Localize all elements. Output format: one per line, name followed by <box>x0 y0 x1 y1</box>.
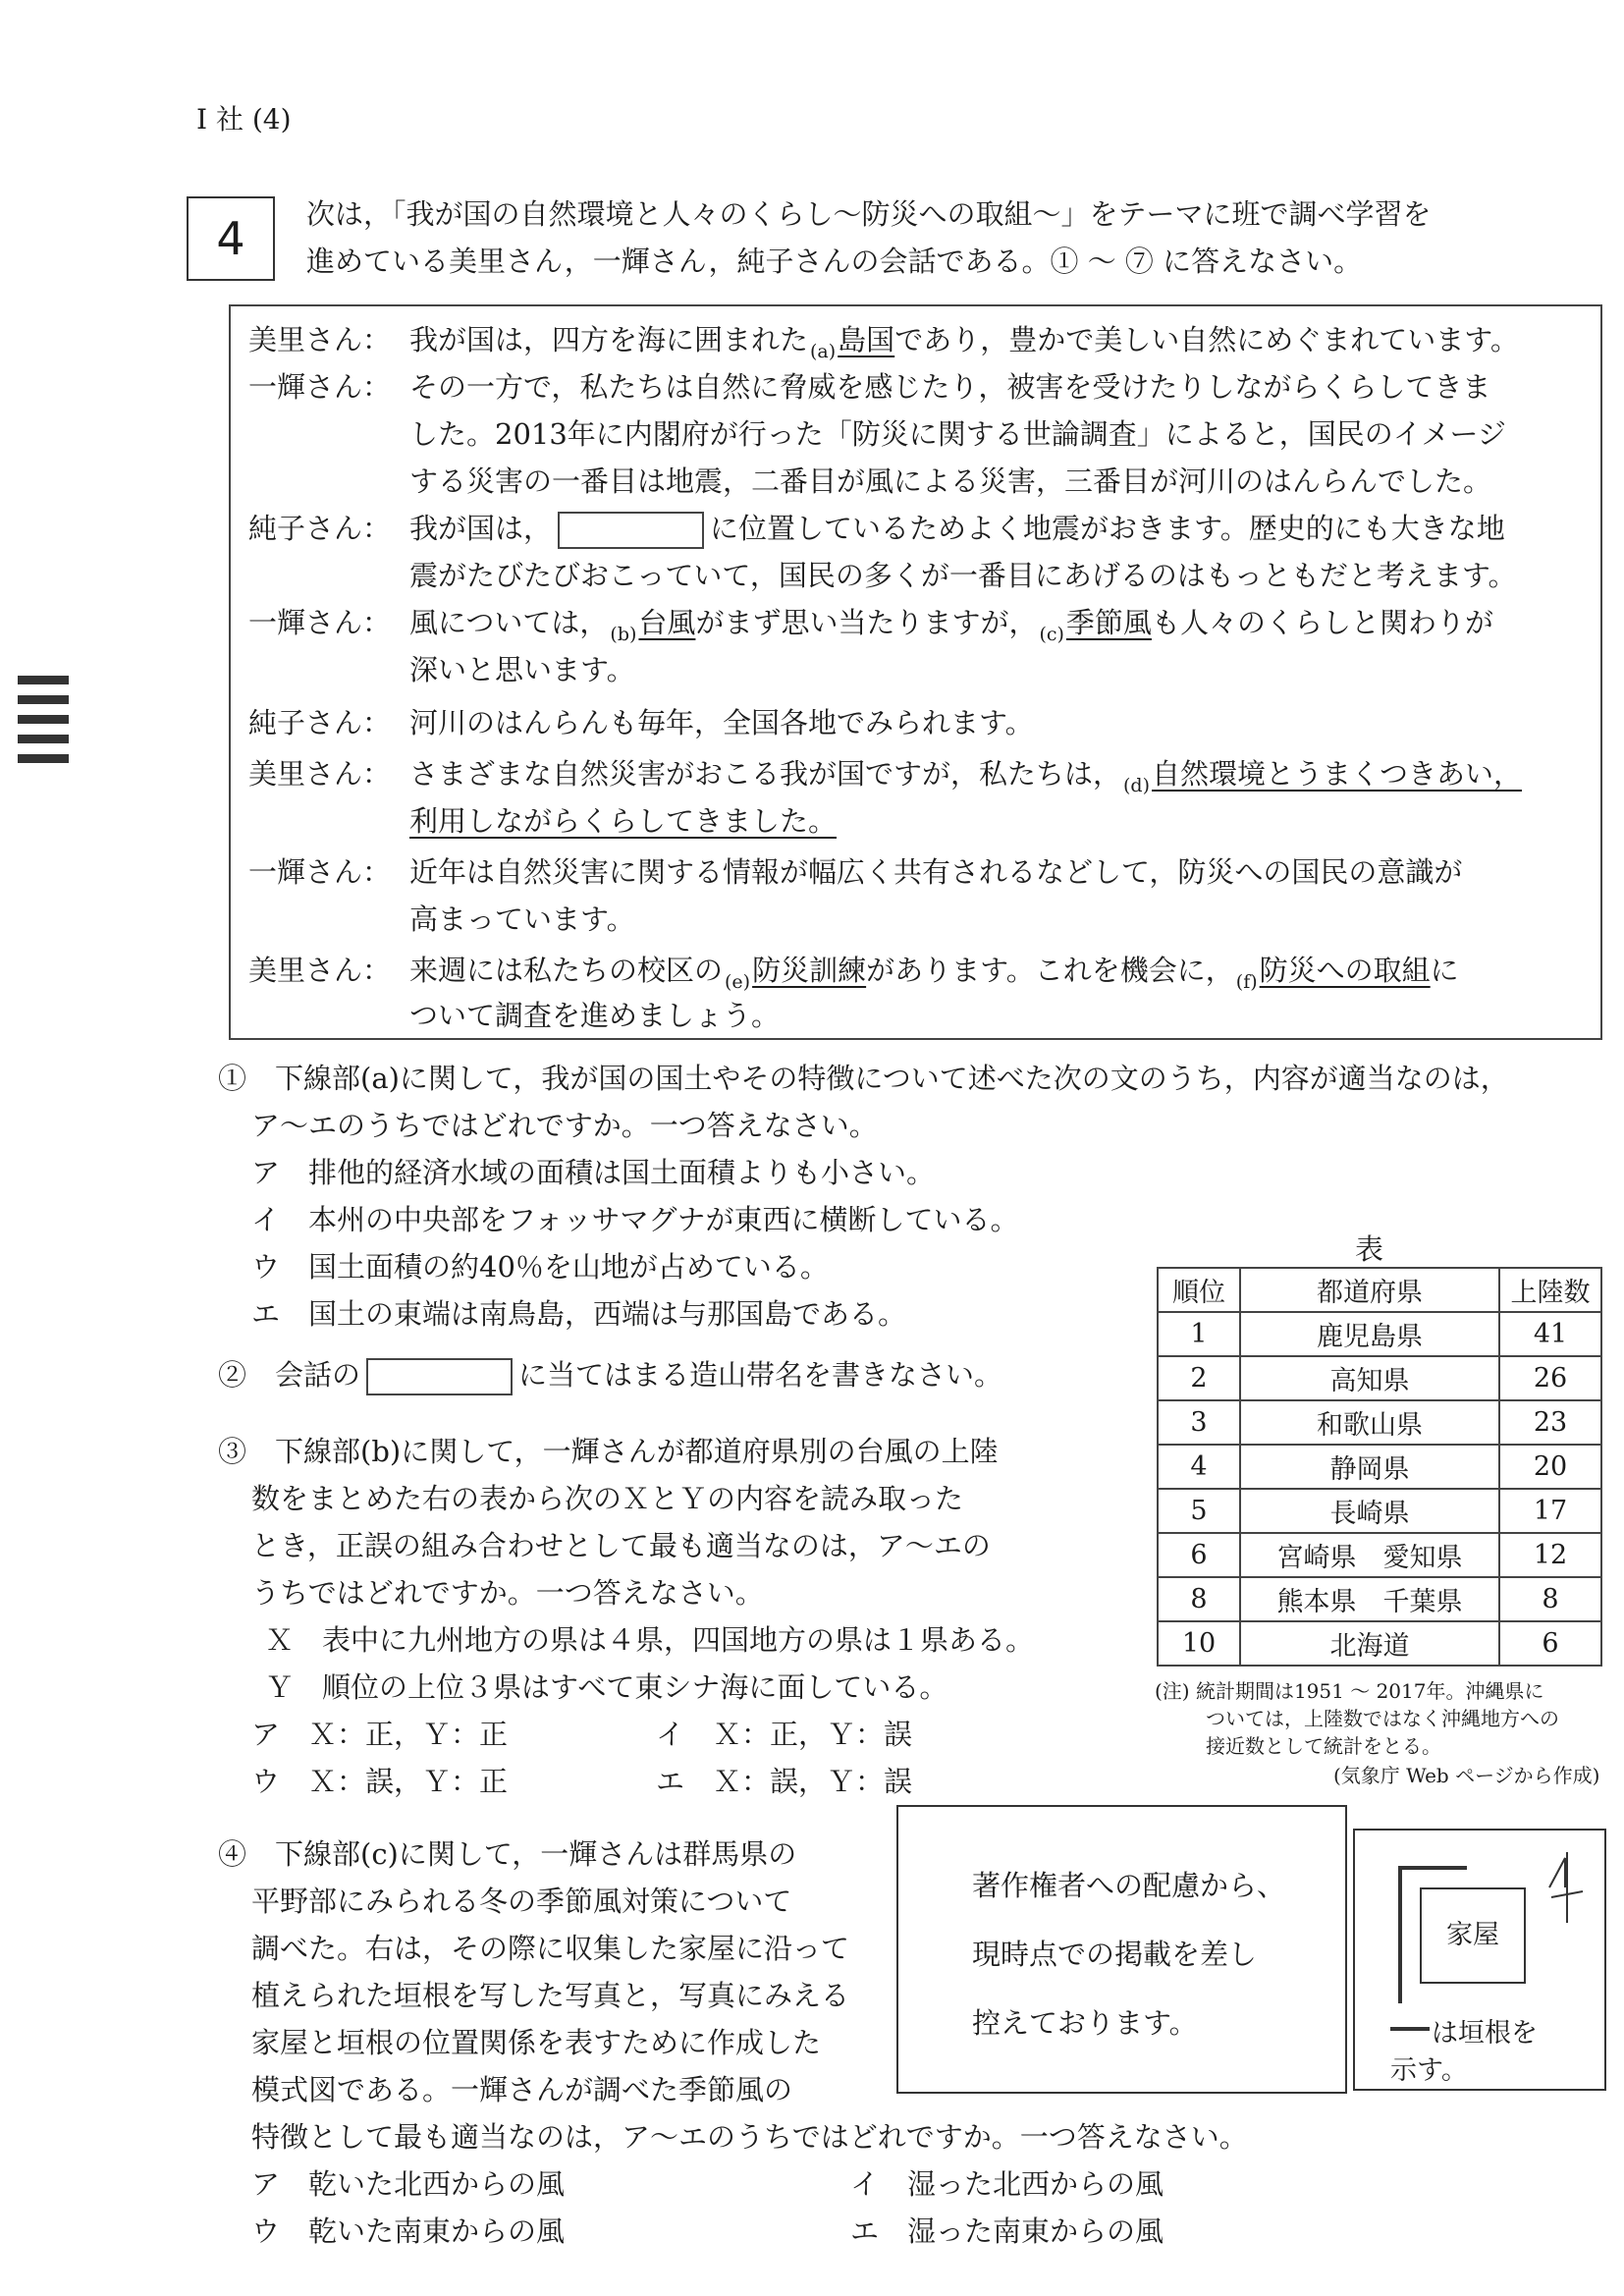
table-cell: 宮崎県 愛知県 <box>1240 1533 1499 1577</box>
dialog-line: 高まっています。 <box>409 902 635 936</box>
speaker: 美里さん： <box>248 757 392 791</box>
table-header: 都道府県 <box>1240 1268 1499 1312</box>
table-cell: 26 <box>1499 1356 1601 1400</box>
margin-marks <box>18 676 69 774</box>
table-note <box>1155 1677 1559 1760</box>
photo-notice-line: 現時点での掲載を差し <box>972 1938 1258 1971</box>
table-cell: 20 <box>1499 1445 1601 1489</box>
page-header: I 社 (4) <box>196 103 292 136</box>
q3-statement-y: Ｙ 順位の上位３県はすべて東シナ海に面している。 <box>265 1670 948 1704</box>
q4-option-a: ア 乾いた北西からの風 <box>251 2167 566 2201</box>
q4-stem-line-2: 平野部にみられる冬の季節風対策について <box>251 1885 792 1918</box>
table-cell: 8 <box>1158 1577 1240 1621</box>
table-note-line: 接近数として統計をとる。 <box>1206 1734 1441 1758</box>
table-cell: 5 <box>1158 1489 1240 1533</box>
speaker: 純子さん： <box>248 706 392 739</box>
dialog-line: ついて調査を進めましょう。 <box>409 999 781 1032</box>
q4-stem-line-6: 模式図である。一輝さんが調べた季節風の <box>251 2073 793 2106</box>
table-header-row <box>1158 1268 1601 1312</box>
q2-text: ② 会話の に当てはまる造山帯名を書きなさい。 <box>218 1351 1002 1398</box>
q3-stem-line-1: ③ 下線部(b)に関して，一輝さんが都道府県別の台風の上陸 <box>218 1435 999 1468</box>
hedge-west <box>1398 1866 1402 2003</box>
table-cell: 10 <box>1158 1621 1240 1666</box>
q4-option-e: エ 湿った南東からの風 <box>850 2214 1164 2248</box>
table-source: (気象庁 Web ページから作成) <box>1333 1764 1600 1787</box>
table-cell: 6 <box>1158 1533 1240 1577</box>
table-row <box>1158 1356 1601 1400</box>
house-box: 家屋 <box>1420 1887 1526 1984</box>
table-cell: 23 <box>1499 1400 1601 1445</box>
dialog-line: する災害の一番目は地震，二番目が風による災害，三番目が河川のはんらんでした。 <box>409 465 1492 498</box>
q1-option-i: イ 本州の中央部をフォッサマグナが東西に横断している。 <box>251 1203 1019 1236</box>
table-row <box>1158 1312 1601 1356</box>
table-cell: 6 <box>1499 1621 1601 1666</box>
q3-stem-line-3: とき，正誤の組み合わせとして最も適当なのは，ア〜エの <box>251 1529 991 1562</box>
table-row <box>1158 1533 1601 1577</box>
q4-stem-line-1: ④ 下線部(c)に関して，一輝さんは群馬県の <box>218 1837 797 1871</box>
q3-option-a: ア Ｘ：正，Ｙ：正 <box>251 1718 509 1751</box>
q1-option-e: エ 国土の東端は南鳥島，西端は与那国島である。 <box>251 1297 907 1331</box>
q1-stem-line-1: ① 下線部(a)に関して，我が国の国土やその特徴について述べた次の文のうち，内容が適当なのは， <box>218 1062 1509 1095</box>
dialog-line: 我が国は，四方を海に囲まれた $_{(a)}$島国であり，豊かで美しい自然にめぐまれています。 <box>409 323 1519 362</box>
legend-text: 示す。 <box>1390 2055 1468 2086</box>
table-row <box>1158 1400 1601 1445</box>
table-cell: 2 <box>1158 1356 1240 1400</box>
q3-statement-x: Ｘ 表中に九州地方の県は４県，四国地方の県は１県ある。 <box>265 1623 1035 1657</box>
intro-line-1: 次は，「我が国の自然環境と人々のくらし〜防災への取組〜」をテーマに班で調べ学習を <box>306 197 1432 231</box>
answer-blank <box>558 512 704 549</box>
table-cell: 長崎県 <box>1240 1489 1499 1533</box>
q3-stem-line-4: うちではどれですか。一つ答えなさい。 <box>251 1576 764 1610</box>
table-note-line: (注) 統計期間は1951 〜 2017年。沖縄県に <box>1155 1679 1544 1703</box>
table-cell: 12 <box>1499 1533 1601 1577</box>
dialog-line: 来週には私たちの校区の $_{(e)}$防災訓練があります。これを機会に， $_{(f)}$防災への取組に <box>409 954 1459 993</box>
hedge-legend-line <box>1390 2027 1430 2031</box>
q1-stem-line-2: ア〜エのうちではどれですか。一つ答えなさい。 <box>251 1109 878 1142</box>
q1-option-u: ウ 国土面積の約40％を山地が占めている。 <box>251 1250 829 1284</box>
table-cell: 和歌山県 <box>1240 1400 1499 1445</box>
table-row <box>1158 1489 1601 1533</box>
answer-blank <box>366 1358 513 1395</box>
intro-text <box>306 191 1432 285</box>
table-cell: 3 <box>1158 1400 1240 1445</box>
table-row <box>1158 1577 1601 1621</box>
q3-stem-line-2: 数をまとめた右の表から次のＸとＹの内容を読み取った <box>251 1482 964 1515</box>
dialog-line: 近年は自然災害に関する情報が幅広く共有されるなどして，防災への国民の意識が <box>409 855 1463 889</box>
q4-option-u: ウ 乾いた南東からの風 <box>251 2214 566 2248</box>
legend-text: は垣根を <box>1432 2018 1538 2049</box>
table-cell: 熊本県 千葉県 <box>1240 1577 1499 1621</box>
schematic-diagram <box>1353 1829 1606 2091</box>
speaker: 一輝さん： <box>248 855 392 889</box>
table-cell: 17 <box>1499 1489 1601 1533</box>
dialog-line: 河川のはんらんも毎年，全国各地でみられます。 <box>409 706 1034 739</box>
q4-stem-line-5: 家屋と垣根の位置関係を表すために作成した <box>251 2026 822 2059</box>
hedge-north <box>1398 1866 1467 1870</box>
table-cell: 4 <box>1158 1445 1240 1489</box>
table-header: 順位 <box>1158 1268 1240 1312</box>
typhoon-table <box>1157 1267 1602 1667</box>
table-row <box>1158 1621 1601 1666</box>
dialog-line: その一方で，私たちは自然に脅威を感じたり，被害を受けたりしながらくらしてきま <box>409 370 1491 404</box>
q3-option-u: ウ Ｘ：誤，Ｙ：正 <box>251 1765 509 1798</box>
dialog-line: 震がたびたびおこっていて，国民の多くが一番目にあげるのはもっともだと考えます。 <box>409 559 1517 592</box>
q4-stem-line-4: 植えられた垣根を写した写真と，写真にみえる <box>251 1979 850 2012</box>
dialog-line: さまざまな自然災害がおこる我が国ですが，私たちは， $_{(d)}$自然環境とうまくつきあい， <box>409 757 1523 796</box>
q1-option-a: ア 排他的経済水域の面積は国土面積よりも小さい。 <box>251 1156 936 1189</box>
dialog-line: 利用しながらくらしてきました。 <box>409 804 838 838</box>
q4-option-i: イ 湿った北西からの風 <box>850 2167 1164 2201</box>
photo-notice-line: 著作権者への配慮から、 <box>972 1869 1286 1902</box>
table-header: 上陸数 <box>1499 1268 1601 1312</box>
table-title: 表 <box>1355 1232 1384 1266</box>
table-note-line: ついては，上陸数ではなく沖縄地方への <box>1206 1707 1559 1730</box>
q3-option-i: イ Ｘ：正，Ｙ：誤 <box>656 1718 913 1751</box>
question-number-box: 4 <box>187 196 275 281</box>
table-cell: 高知県 <box>1240 1356 1499 1400</box>
speaker: 美里さん： <box>248 954 392 987</box>
dialog-box <box>229 304 1602 1040</box>
q4-stem-line-3: 調べた。右は，その際に収集した家屋に沿って <box>251 1932 850 1965</box>
table-cell: 鹿児島県 <box>1240 1312 1499 1356</box>
dialog-line: 深いと思います。 <box>409 653 635 686</box>
north-arrow-icon <box>1543 1848 1591 1925</box>
dialog-line: 風については， $_{(b)}$台風がまず思い当たりますが， $_{(c)}$季節風も人々のくらしと関わりが <box>409 606 1493 645</box>
table-cell: 8 <box>1499 1577 1601 1621</box>
speaker: 一輝さん： <box>248 606 392 639</box>
photo-notice-line: 控えております。 <box>972 2006 1198 2040</box>
table-cell: 41 <box>1499 1312 1601 1356</box>
table-cell: 静岡県 <box>1240 1445 1499 1489</box>
table-row <box>1158 1445 1601 1489</box>
speaker: 純子さん： <box>248 512 392 545</box>
intro-line-2: 進めている美里さん，一輝さん，純子さんの会話である。① 〜 ⑦ に答えなさい。 <box>306 245 1363 278</box>
q4-stem-line-7: 特徴として最も適当なのは，ア〜エのうちではどれですか。一つ答えなさい。 <box>251 2120 1248 2154</box>
table-cell: 1 <box>1158 1312 1240 1356</box>
speaker: 一輝さん： <box>248 370 392 404</box>
speaker: 美里さん： <box>248 323 392 356</box>
table-cell: 北海道 <box>1240 1621 1499 1666</box>
dialog-line: した。2013年に内閣府が行った「防災に関する世論調査」によると，国民のイメージ <box>409 417 1506 451</box>
q3-option-e: エ Ｘ：誤，Ｙ：誤 <box>656 1765 913 1798</box>
dialog-line: 我が国は， に位置しているためよく地震がおきます。歴史的にも大きな地 <box>409 505 1505 552</box>
photo-placeholder <box>896 1805 1347 2094</box>
